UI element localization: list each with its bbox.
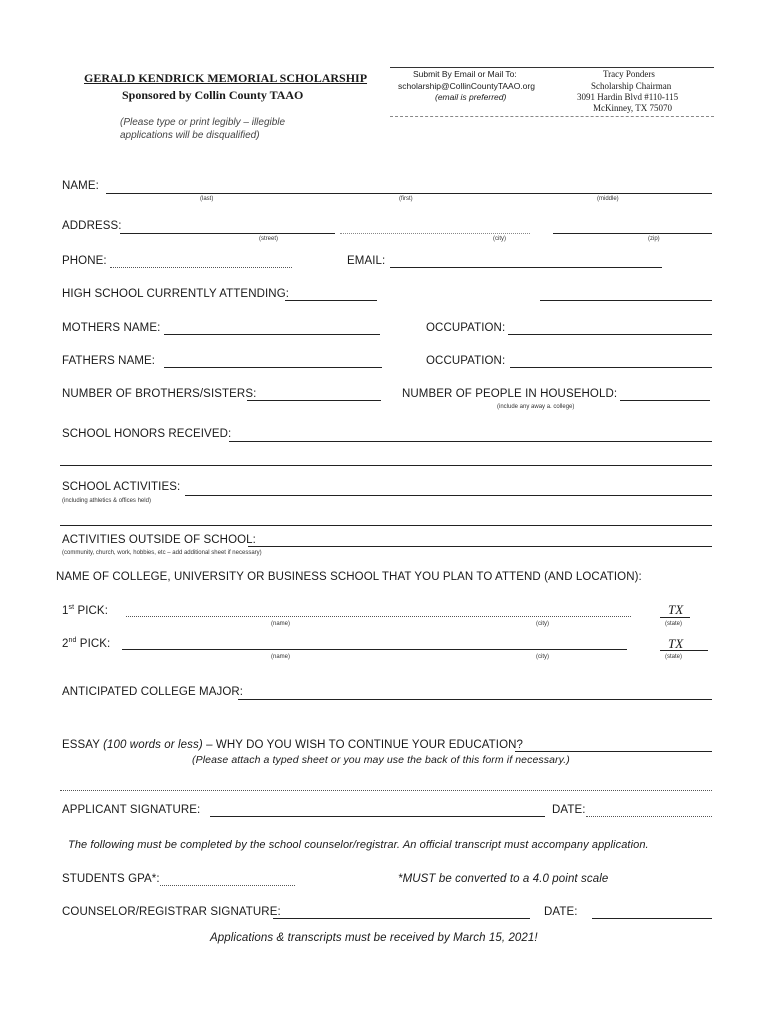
submit-instruction: Submit By Email or Mail To: — [413, 69, 517, 79]
name-last-caption: (last) — [200, 196, 214, 202]
legibility-note-2: applications will be disqualified) — [120, 130, 260, 141]
applicant-date-field[interactable] — [586, 816, 712, 817]
contact-name: Tracy Ponders — [603, 69, 655, 79]
submit-preference: (email is preferred) — [435, 92, 507, 102]
honors-field[interactable] — [229, 441, 712, 442]
father-occupation-field[interactable] — [510, 367, 712, 368]
fathers-name-field[interactable] — [164, 367, 382, 368]
gpa-note: *MUST be converted to a 4.0 point scale — [398, 873, 609, 885]
counselor-date-field[interactable] — [592, 918, 712, 919]
second-pick-city-caption: (city) — [536, 654, 549, 660]
email-label: EMAIL: — [347, 255, 386, 267]
mother-occupation-label: OCCUPATION: — [426, 322, 506, 334]
second-pick-label: 2nd PICK: — [62, 637, 111, 650]
mothers-name-field[interactable] — [164, 334, 380, 335]
honors-label: SCHOOL HONORS RECEIVED: — [62, 428, 232, 440]
first-pick-name-caption: (name) — [271, 621, 291, 627]
mothers-name-label: MOTHERS NAME: — [62, 322, 161, 334]
address-city-field[interactable] — [340, 233, 530, 234]
contact-title: Scholarship Chairman — [591, 81, 672, 91]
name-first-caption: (first) — [399, 196, 413, 202]
first-pick-city-caption: (city) — [536, 621, 549, 627]
first-pick-label: 1st PICK: — [62, 604, 108, 617]
essay-word-limit: (100 words or less) — [103, 739, 203, 751]
essay-label-c: – WHY DO YOU WISH TO CONTINUE YOUR EDUCATION? — [202, 739, 524, 751]
school-activities-field-2[interactable] — [60, 525, 712, 526]
address-label: ADDRESS: — [62, 220, 122, 232]
siblings-field[interactable] — [247, 400, 381, 401]
outside-activities-label: ACTIVITIES OUTSIDE OF SCHOOL: — [62, 534, 256, 546]
counselor-signature-label: COUNSELOR/REGISTRAR SIGNATURE: — [62, 906, 281, 918]
first-pick-state-caption: (state) — [665, 621, 683, 627]
siblings-label: NUMBER OF BROTHERS/SISTERS: — [62, 388, 257, 400]
honors-field-2[interactable] — [60, 465, 712, 466]
college-heading: NAME OF COLLEGE, UNIVERSITY OR BUSINESS SCHOOL THAT YOU PLAN TO ATTEND (AND LOCATION): — [56, 571, 642, 583]
outside-activities-caption: (community, church, work, hobbies, etc – add additional sheet if necessary) — [62, 550, 262, 556]
father-occupation-label: OCCUPATION: — [426, 355, 506, 367]
name-middle-caption: (middle) — [597, 196, 619, 202]
phone-label: PHONE: — [62, 255, 107, 267]
applicant-signature-field[interactable] — [210, 816, 545, 817]
email-field[interactable] — [390, 267, 662, 268]
first-pick-state-line — [660, 617, 690, 618]
contact-address: 3091 Hardin Blvd #110-115 — [577, 92, 679, 102]
household-field[interactable] — [620, 400, 710, 401]
second-pick-state-line — [660, 650, 708, 651]
essay-field[interactable] — [515, 751, 712, 752]
counselor-instructions: The following must be completed by the school counselor/registrar. An official transcript must accompany application. — [68, 839, 649, 851]
counselor-date-label: DATE: — [544, 906, 578, 918]
second-pick-name-field[interactable] — [122, 649, 627, 650]
gpa-field[interactable] — [160, 885, 295, 886]
first-pick-name-field[interactable] — [126, 616, 631, 617]
essay-label-a: ESSAY — [62, 739, 104, 751]
scholarship-subtitle: Sponsored by Collin County TAAO — [122, 88, 304, 102]
address-zip-caption: (zip) — [648, 236, 660, 242]
high-school-label: HIGH SCHOOL CURRENTLY ATTENDING: — [62, 288, 290, 300]
outside-activities-field[interactable] — [248, 546, 712, 547]
contact-city: McKinney, TX 75070 — [593, 103, 672, 113]
address-city-caption: (city) — [493, 236, 506, 242]
essay-field-2[interactable] — [60, 790, 712, 791]
fathers-name-label: FATHERS NAME: — [62, 355, 156, 367]
high-school-field-cont[interactable] — [540, 300, 712, 301]
school-activities-label: SCHOOL ACTIVITIES: — [62, 481, 181, 493]
applicant-signature-label: APPLICANT SIGNATURE: — [62, 804, 201, 816]
scholarship-title: GERALD KENDRICK MEMORIAL SCHOLARSHIP — [84, 71, 368, 85]
second-pick-state-caption: (state) — [665, 654, 683, 660]
address-street-field[interactable] — [120, 233, 335, 234]
counselor-signature-field[interactable] — [273, 918, 530, 919]
school-activities-caption: (including athletics & offices held) — [62, 498, 151, 504]
major-field[interactable] — [238, 699, 712, 700]
high-school-field[interactable] — [285, 300, 377, 301]
legibility-note-1: (Please type or print legibly – illegible — [120, 117, 286, 128]
phone-field[interactable] — [110, 267, 292, 268]
gpa-label: STUDENTS GPA*: — [62, 873, 160, 885]
school-activities-field[interactable] — [185, 495, 712, 496]
address-street-caption: (street) — [259, 236, 279, 242]
second-pick-state: TX — [668, 636, 684, 651]
household-caption: (include any away a. college) — [497, 404, 575, 410]
deadline-notice: Applications & transcripts must be received by March 15, 2021! — [210, 932, 538, 944]
essay-note: (Please attach a typed sheet or you may use the back of this form if necessary.) — [192, 754, 570, 766]
second-pick-name-caption: (name) — [271, 654, 291, 660]
first-pick-state: TX — [668, 602, 684, 617]
mother-occupation-field[interactable] — [508, 334, 712, 335]
name-field[interactable] — [106, 193, 712, 194]
address-zip-field[interactable] — [553, 233, 712, 234]
applicant-date-label: DATE: — [552, 804, 586, 816]
household-label: NUMBER OF PEOPLE IN HOUSEHOLD: — [402, 388, 618, 400]
major-label: ANTICIPATED COLLEGE MAJOR: — [62, 686, 244, 698]
name-label: NAME: — [62, 180, 99, 192]
essay-label — [62, 739, 523, 751]
submit-email[interactable]: scholarship@CollinCountyTAAO.org — [398, 81, 535, 91]
